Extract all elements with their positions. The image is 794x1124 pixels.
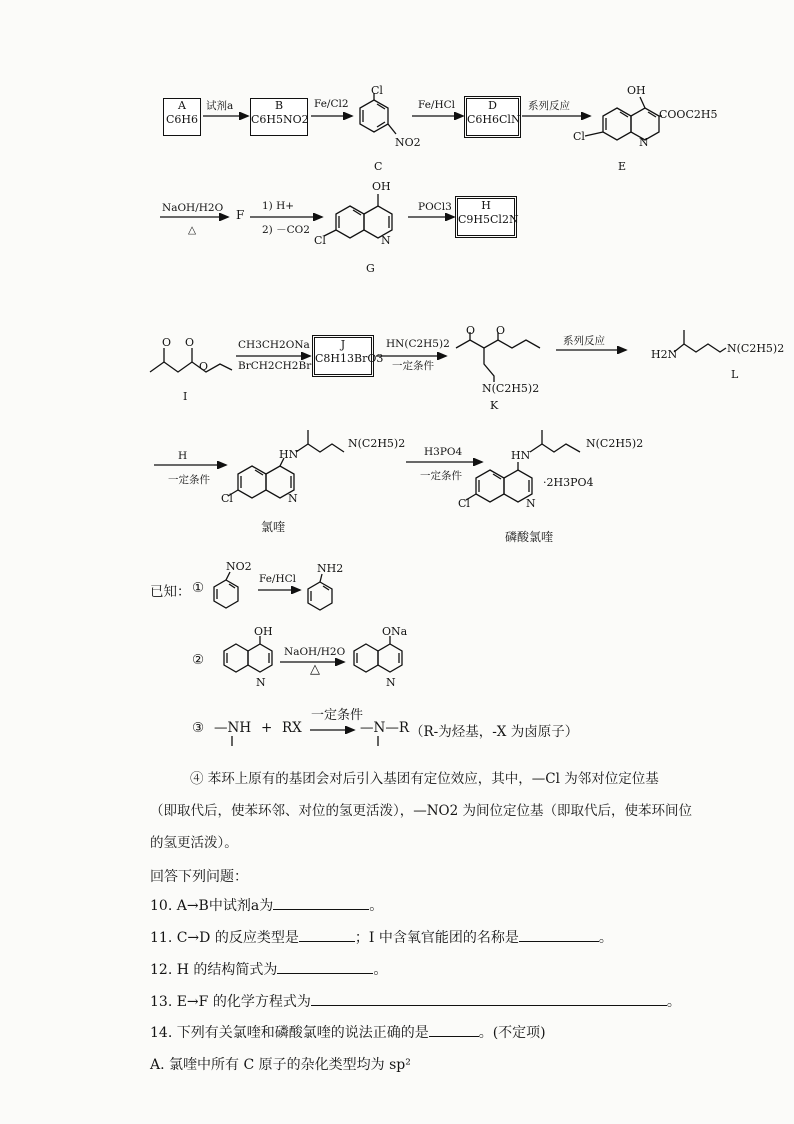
known-prefix: 已知： xyxy=(150,584,191,600)
known-condition: 一定条件 xyxy=(311,708,364,723)
directing-effect-line-2: （即取代后，使苯环邻、对位的氢更活泼），—NO2 为间位定位基（即取代后，使苯环间位 xyxy=(150,803,693,819)
compound-i-skeleton xyxy=(150,348,232,372)
compound-j-formula: C8H13BrO3 xyxy=(315,352,384,365)
compound-k-label: K xyxy=(490,399,499,412)
dibromoethane-reagent: BrCH2CH2Br xyxy=(238,360,312,372)
compound-l-skeleton xyxy=(674,330,726,352)
quinolinol-oh: OH xyxy=(254,625,273,638)
plus-sign: + xyxy=(261,720,273,736)
compound-a-label: A xyxy=(178,99,186,112)
known-heat: △ xyxy=(310,662,320,677)
chloroquine-ring-n: N xyxy=(288,492,298,505)
compound-k-o2: O xyxy=(496,324,506,337)
compound-e-ester: COOC2H5 xyxy=(659,108,718,121)
compound-k-amine: N(C2H5)2 xyxy=(482,382,540,395)
known-number-2: ② xyxy=(192,652,205,668)
compound-i-o1: O xyxy=(162,336,172,349)
compound-e-ring-n: N xyxy=(639,136,649,149)
diethylamine-reagent: HN(C2H5)2 xyxy=(386,338,450,350)
question-12-text: 12. H 的结构简式为 xyxy=(150,962,278,978)
condition-label-3: 一定条件 xyxy=(420,470,462,482)
compound-l-h2n: H2N xyxy=(651,348,678,361)
chloroquine-amine: N(C2H5)2 xyxy=(348,437,406,450)
question-12-end: 。 xyxy=(373,962,388,978)
compound-l-label: L xyxy=(731,368,739,381)
chloroquine-phosphate-structure xyxy=(466,430,580,502)
compound-k-o1: O xyxy=(466,324,476,337)
compound-a-formula: C6H6 xyxy=(165,113,198,126)
question-14-end: 。(不定项) xyxy=(478,1025,546,1041)
compound-g-cl: Cl xyxy=(314,234,326,247)
compound-g-label: G xyxy=(366,262,375,275)
h-reagent: H xyxy=(178,450,188,462)
heat-symbol: △ xyxy=(188,224,197,236)
compound-g-ring-n: N xyxy=(381,234,391,247)
sodium-quinolinolate-ring-n: N xyxy=(386,676,396,689)
amine-nh: —NH xyxy=(214,720,252,736)
compound-j-label: J xyxy=(340,338,346,351)
compound-f-label: F xyxy=(236,208,245,222)
compound-e-label: E xyxy=(618,160,627,173)
directing-effect-line-1: ④ 苯环上原有的基团会对后引入基团有定位效应，其中，—Cl 为邻对位定位基 xyxy=(190,771,659,787)
compound-b-formula: C6H5NO2 xyxy=(251,113,309,126)
alkyl-halide-rx: RX xyxy=(282,720,302,736)
compound-c-no2: NO2 xyxy=(395,136,421,149)
chloroquine-phosphate-label: 磷酸氯喹 xyxy=(505,530,554,544)
aniline-nh2: NH2 xyxy=(317,562,344,575)
compound-l-amine: N(C2H5)2 xyxy=(727,342,785,355)
sodium-quinolinolate-structure xyxy=(354,636,402,672)
sodium-quinolinolate-ona: ONa xyxy=(382,625,408,638)
chloroquine-phosphate-ring-n: N xyxy=(526,497,536,510)
question-14-text: 14. 下列有关氯喹和磷酸氯喹的说法正确的是 xyxy=(150,1025,429,1041)
chloroquine-structure xyxy=(228,430,344,498)
question-11-end: 。 xyxy=(598,930,613,946)
chloroquine-phosphate-amine: N(C2H5)2 xyxy=(586,437,644,450)
compound-k-skeleton xyxy=(456,332,540,382)
sodium-ethoxide-reagent: CH3CH2ONa xyxy=(238,339,310,351)
fe-cl2-reagent: Fe/Cl2 xyxy=(314,98,349,110)
compound-d-label: D xyxy=(488,99,497,112)
chloroquine-phosphate-cl: Cl xyxy=(458,497,470,510)
known-fe-hcl: Fe/HCl xyxy=(259,573,297,585)
question-11-text-a: 11. C→D 的反应类型是 xyxy=(150,930,299,946)
nitrobenzene-no2: NO2 xyxy=(226,560,252,573)
decarboxylation-step: 2) －CO2 xyxy=(262,224,310,236)
series-reaction-label-2: 系列反应 xyxy=(563,335,605,347)
chloroquine-label: 氯喹 xyxy=(261,520,286,534)
question-10-end: 。 xyxy=(369,898,384,914)
compound-e-ring xyxy=(585,97,662,140)
compound-c-ring xyxy=(360,93,396,134)
chloroquine-hn: HN xyxy=(279,448,299,461)
compound-e-cl: Cl xyxy=(573,130,585,143)
compound-h-label: H xyxy=(481,199,491,212)
known-number-1: ① xyxy=(192,580,205,596)
quinolinol-structure xyxy=(224,636,272,672)
acid-step: 1) H+ xyxy=(262,200,295,212)
compound-e-oh: OH xyxy=(627,84,646,97)
directing-effect-line-3: 的氢更活泼）。 xyxy=(150,835,238,851)
condition-label-2: 一定条件 xyxy=(168,474,210,486)
question-14-option-a: A. 氯喹中所有 C 原子的杂化类型均为 sp² xyxy=(150,1057,411,1073)
question-13-end: 。 xyxy=(666,994,681,1010)
aniline-ring xyxy=(308,574,332,610)
naoh-reagent: NaOH/H2O xyxy=(162,202,224,214)
nitrobenzene-ring xyxy=(214,572,238,608)
known-number-3: ③ xyxy=(192,720,205,736)
compound-c-label: C xyxy=(374,160,383,173)
compound-b-label: B xyxy=(274,99,284,112)
pocl3-reagent: POCl3 xyxy=(418,201,452,213)
compound-g-ring xyxy=(324,194,392,238)
phosphate-salt-label: ·2H3PO4 xyxy=(543,476,594,489)
question-10-text: 10. A→B中试剂a为 xyxy=(150,898,274,914)
compound-d-formula: C6H6ClN xyxy=(467,113,521,126)
fe-hcl-reagent: Fe/HCl xyxy=(418,99,456,111)
known-note-3: （R-为烃基，-X 为卤原子） xyxy=(410,724,579,740)
chloroquine-cl: Cl xyxy=(221,492,233,505)
condition-label: 一定条件 xyxy=(392,360,434,372)
compound-i-o3: O xyxy=(199,360,209,373)
known-naoh: NaOH/H2O xyxy=(284,646,346,658)
compound-c-cl: Cl xyxy=(371,84,383,97)
chloroquine-phosphate-hn: HN xyxy=(511,449,531,462)
compound-g-oh: OH xyxy=(372,180,391,193)
quinolinol-ring-n: N xyxy=(256,676,266,689)
reagent-a-label: 试剂a xyxy=(206,100,234,112)
questions-intro: 回答下列问题： xyxy=(150,869,248,885)
question-13-text: 13. E→F 的化学方程式为 xyxy=(150,994,311,1010)
series-reaction-label: 系列反应 xyxy=(528,100,570,112)
compound-i-o2: O xyxy=(185,336,195,349)
question-11-text-b: ；I 中含氧官能团的名称是 xyxy=(354,930,519,946)
amine-nr: —N—R xyxy=(360,720,409,736)
compound-i-label: I xyxy=(183,390,188,403)
compound-h-formula: C9H5Cl2N xyxy=(458,213,519,226)
phosphoric-acid-reagent: H3PO4 xyxy=(424,446,463,458)
